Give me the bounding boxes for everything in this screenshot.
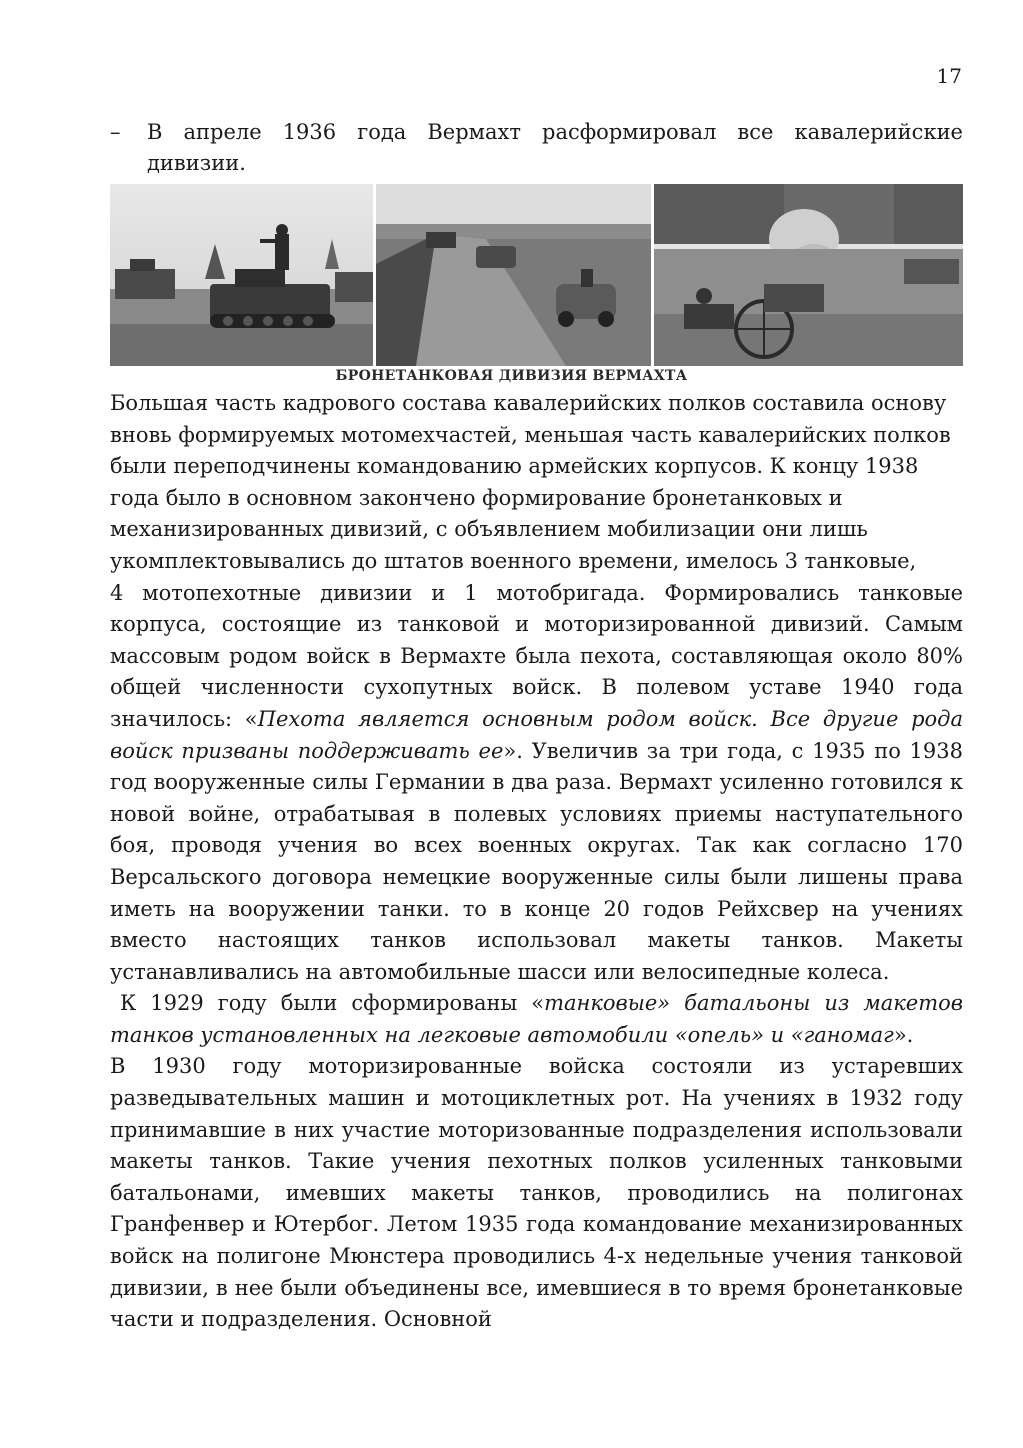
figure-caption: БРОНЕТАНКОВАЯ ДИВИЗИЯ ВЕРМАХТА	[335, 368, 688, 384]
page-number: 17	[936, 64, 962, 88]
photo-artillery	[654, 184, 963, 366]
bullet-text: В апреле 1936 года Вермахт расформировал все кавалерийские дивизии.	[147, 120, 963, 175]
body-text	[110, 388, 963, 1336]
bullet-item	[110, 117, 963, 179]
paragraph-3-quote: танковые» батальоны из макетов танков установленных на легковые автомобили «опель» и «ганомаг	[110, 991, 963, 1047]
paragraph-2	[110, 578, 963, 989]
paragraph-4: В 1930 году моторизированные войска состояли из устаревших разведывательных машин и мотоциклетных рот. На учениях в 1932 году принимавшие в них участие моторизованные подразделения использовали макеты танков. Такие учения пехотных полков усиленных танковыми батальонами, имевших макеты танков, проводились на полигонах Гранфенвер и Ютербог. Летом 1935 года командование механизированных войск на полигоне Мюнстера проводились 4-х недельные учения танковой дивизии, в нее были объединены все, имевшиеся в то время бронетанковые части и подразделения. Основной	[110, 1054, 963, 1332]
paragraph-3-text-a: К 1929 году были сформированы «	[120, 991, 545, 1016]
photo-strip	[110, 184, 963, 366]
paragraph-2-quote: Пехота является основным родом войск. Все другие рода войск призваны поддерживать ее	[110, 706, 963, 763]
photo-tanks	[110, 184, 373, 366]
photo-armored-cars	[376, 184, 651, 366]
bullet-dash: –	[110, 120, 121, 144]
paragraph-2-text-b: ». Увеличив за три года, с 1935 по 1938 год вооруженные силы Германии в два раза. Вермахт усиленно готовился к новой войне, отрабатывая в полевых условиях приемы наступательного боя, проводя учения во всех военных округах. Так как согласно 170 Версальского договора немецкие вооруженные силы были лишены права иметь на вооружении танки. то в конце 20 годов Рейхсвер на учениях вместо настоящих танков использовал макеты танков. Макеты устанавливались на автомобильные шасси или велосипедные колеса.	[110, 738, 963, 984]
paragraph-1: Большая часть кадрового состава кавалерийских полков составила основу вновь формируемых мотомехчастей, меньшая часть кавалерийских полков были переподчинены командованию армейских корпусов. К концу 1938 года было в основном закончено формирование бронетанковых и механизированных дивизий, с объявлением мобилизации они лишь укомплектовывались до штатов военного времени, имелось 3 танковые,	[110, 391, 951, 573]
paragraph-3	[110, 988, 963, 1051]
paragraph-2-text-a: 4 мотопехотные дивизии и 1 мотобригада. Формировались танковые корпуса, состоящие из танковой и моторизированной дивизий. Самым массовым родом войск в Вермахте была пехота, составляющая около 80% общей численности сухопутных войск. В полевом уставе 1940 года значилось: «	[110, 580, 963, 731]
paragraph-3-text-b: ».	[893, 1022, 914, 1047]
